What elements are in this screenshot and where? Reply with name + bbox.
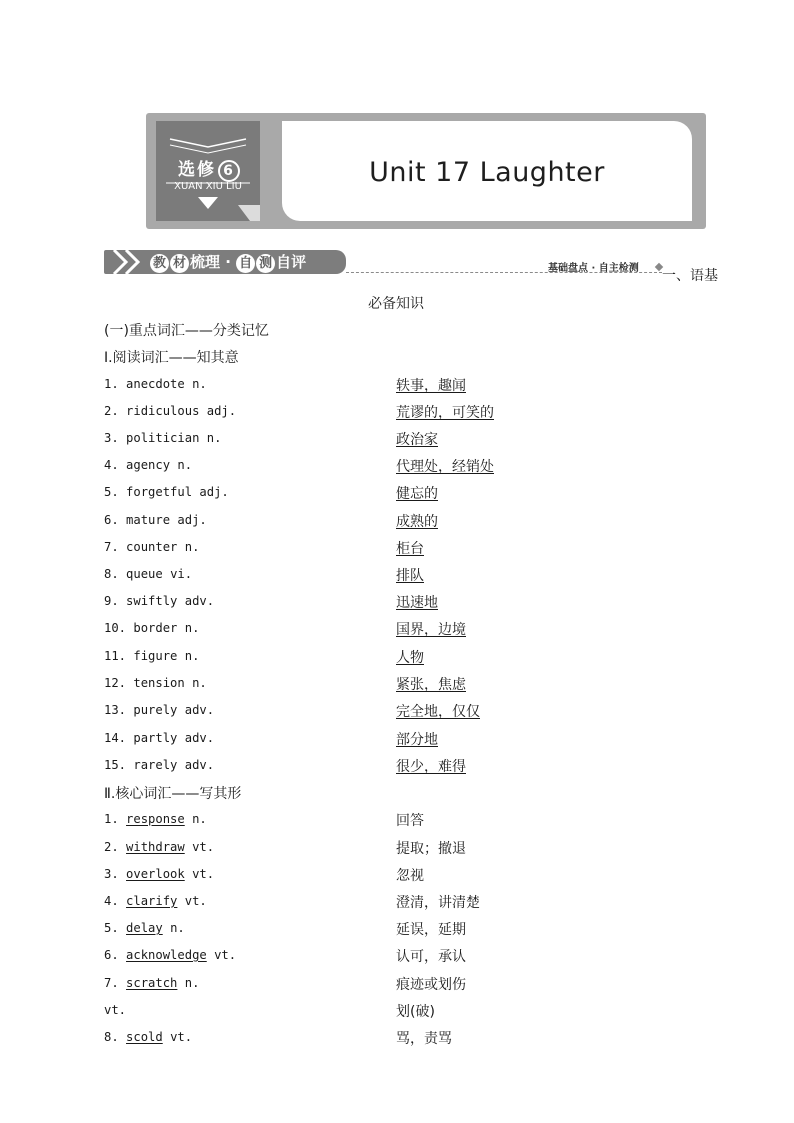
section-subtitle: 基础盘点 · 自主检测 [548, 263, 639, 274]
elective-emblem [156, 121, 260, 221]
title-box [282, 121, 692, 221]
list-item: 5. forgetful adj. 健忘的 [104, 485, 438, 502]
list-item: 9. swiftly adv. 迅速地 [104, 594, 438, 611]
section-title: 教 材 梳理 · 自 测 自评 [150, 251, 306, 273]
list-item: 13. purely adv. 完全地，仅仅 [104, 703, 480, 720]
core-vocab-heading: Ⅱ.核心词汇——写其形 [104, 786, 242, 802]
list-item: 14. partly adv. 部分地 [104, 731, 438, 748]
list-item: 15. rarely adv. 很少，难得 [104, 758, 466, 775]
list-item: 1. anecdote n. 轶事，趣闻 [104, 377, 466, 394]
list-item: 4. agency n. 代理处，经销处 [104, 458, 494, 475]
list-item: 6. acknowledge vt. 认可，承认 [104, 948, 466, 965]
double-chevron-icon [110, 248, 150, 276]
list-item: vt. 划(破) [104, 1003, 435, 1020]
unit-title: Unit 17 Laughter [369, 157, 605, 188]
list-item: 5. delay n. 延误，延期 [104, 921, 466, 938]
reading-vocab-heading: Ⅰ.阅读词汇——知其意 [104, 350, 239, 366]
list-item: 3. overlook vt. 忽视 [104, 867, 424, 884]
list-item: 8. queue vi. 排队 [104, 567, 424, 584]
emblem-pinyin: XUAN XIU LIU [174, 181, 242, 192]
list-item: 3. politician n. 政治家 [104, 431, 438, 448]
list-item: 6. mature adj. 成熟的 [104, 513, 438, 530]
list-item: 8. scold vt. 骂，责骂 [104, 1030, 452, 1047]
list-item: 7. counter n. 柜台 [104, 540, 424, 557]
list-item: 7. scratch n. 痕迹或划伤 [104, 976, 466, 993]
list-item: 2. withdraw vt. 提取；撤退 [104, 840, 466, 857]
section-bar [104, 248, 664, 276]
list-item: 12. tension n. 紧张，焦虑 [104, 676, 466, 693]
part-heading: (一)重点词汇——分类记忆 [104, 323, 269, 339]
list-item: 4. clarify vt. 澄清，讲清楚 [104, 894, 480, 911]
unit-banner [146, 113, 706, 229]
emblem-label: 选修 6 [178, 155, 240, 182]
list-item: 10. border n. 国界，边境 [104, 621, 466, 638]
section-heading-start: 一、语基 [662, 268, 718, 284]
list-item: 1. response n. 回答 [104, 812, 424, 829]
list-item: 11. figure n. 人物 [104, 649, 424, 666]
list-item: 2. ridiculous adj. 荒谬的，可笑的 [104, 404, 494, 421]
